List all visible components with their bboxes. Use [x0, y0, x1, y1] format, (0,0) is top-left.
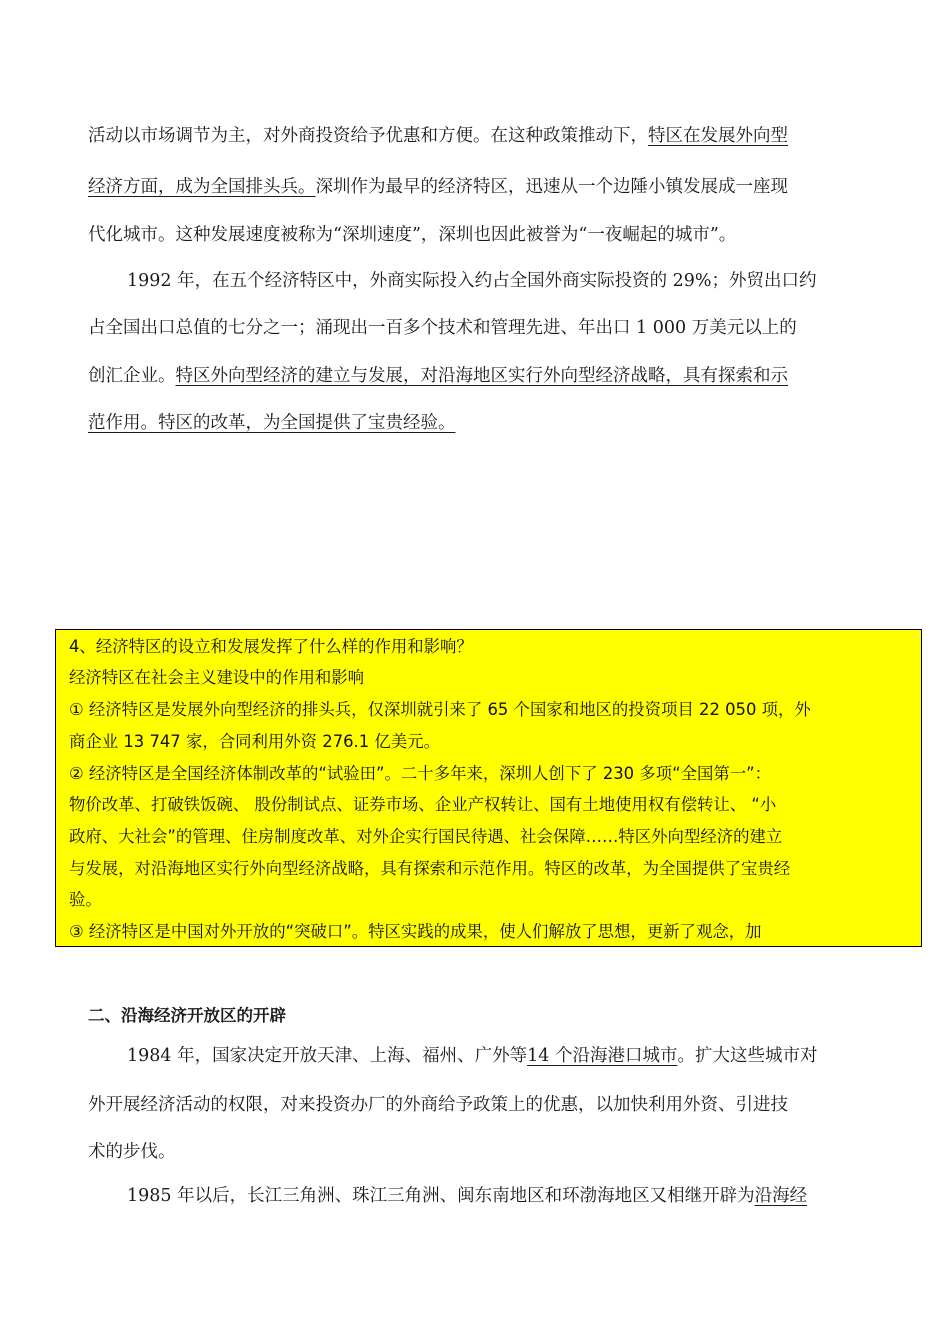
text-line: 占全国出口总值的七分之一；涌现出一百多个技术和管理先进、年出口 1 000 万美元以上的 — [88, 318, 797, 338]
box-line: 验。 — [69, 890, 102, 909]
text-segment: 。扩大这些城市对 — [677, 1046, 818, 1066]
highlight-box — [55, 629, 922, 947]
section-heading: 二、沿海经济开放区的开辟 — [88, 1006, 286, 1025]
text-segment: 1985 年以后，长江三角洲、珠江三角洲、闽东南地区和环渤海地区又相继开辟为 — [127, 1186, 755, 1206]
text-line — [127, 1188, 807, 1206]
text-line: 术的步伐。 — [88, 1142, 176, 1162]
text-line — [88, 128, 788, 146]
box-line: ③ 经济特区是中国对外开放的“突破口”。特区实践的成果，使人们解放了思想，更新了观念，加 — [69, 922, 762, 941]
box-subtitle: 经济特区在社会主义建设中的作用和影响 — [69, 668, 365, 687]
underlined-text: 经济方面，成为全国排头兵。 — [88, 177, 316, 197]
box-line: ① 经济特区是发展外向型经济的排头兵，仅深圳就引来了 65 个国家和地区的投资项目 22 050 项，外 — [69, 700, 811, 719]
text-segment: 创汇企业。 — [88, 366, 176, 386]
box-line: ② 经济特区是全国经济体制改革的“试验田”。二十多年来，深圳人创下了 230 多项“全国第一”： — [69, 764, 772, 783]
underlined-text: 特区外向型经济的建立与发展，对沿海地区实行外向型经济战略，具有探索和示 — [175, 366, 788, 386]
text-segment: 活动以市场调节为主，对外商投资给予优惠和方便。在这种政策推动下， — [88, 126, 648, 146]
text-line: 外开展经济活动的权限，对来投资办厂的外商给予政策上的优惠，以加快利用外资、引进技 — [88, 1095, 788, 1115]
question-text: 4、经济特区的设立和发展发挥了什么样的作用和影响？ — [69, 637, 473, 656]
underlined-text: 范作用。特区的改革，为全国提供了宝贵经验。 — [88, 413, 456, 433]
box-line: 物价改革、打破铁饭碗、 股份制试点、证券市场、企业产权转让、国有土地使用权有偿转让、 “小 — [69, 795, 777, 814]
underlined-text: 沿海经 — [754, 1186, 808, 1206]
box-line: 与发展，对沿海地区实行外向型经济战略，具有探索和示范作用。特区的改革，为全国提供了宝贵经 — [69, 859, 791, 878]
text-line — [88, 415, 456, 433]
underlined-text: 特区在发展外向型 — [648, 126, 788, 146]
text-segment: 深圳作为最早的经济特区，迅速从一个边陲小镇发展成一座现 — [315, 177, 788, 197]
underlined-text: 14 个沿海港口城市 — [527, 1046, 678, 1066]
box-line: 商企业 13 747 家，合同利用外资 276.1 亿美元。 — [69, 732, 440, 751]
text-segment: 1984 年，国家决定开放天津、上海、福州、广外等 — [127, 1046, 528, 1066]
text-line: 1992 年，在五个经济特区中，外商实际投入约占全国外商实际投资的 29%；外贸出口约 — [127, 271, 817, 291]
text-line — [88, 179, 788, 197]
text-line — [88, 368, 788, 386]
text-line: 代化城市。这种发展速度被称为“深圳速度”，深圳也因此被誉为“一夜崛起的城市”。 — [88, 225, 737, 245]
text-line — [127, 1048, 817, 1066]
box-line: 政府、大社会”的管理、住房制度改革、对外企实行国民待遇、社会保障……特区外向型经济的建立 — [69, 827, 783, 846]
